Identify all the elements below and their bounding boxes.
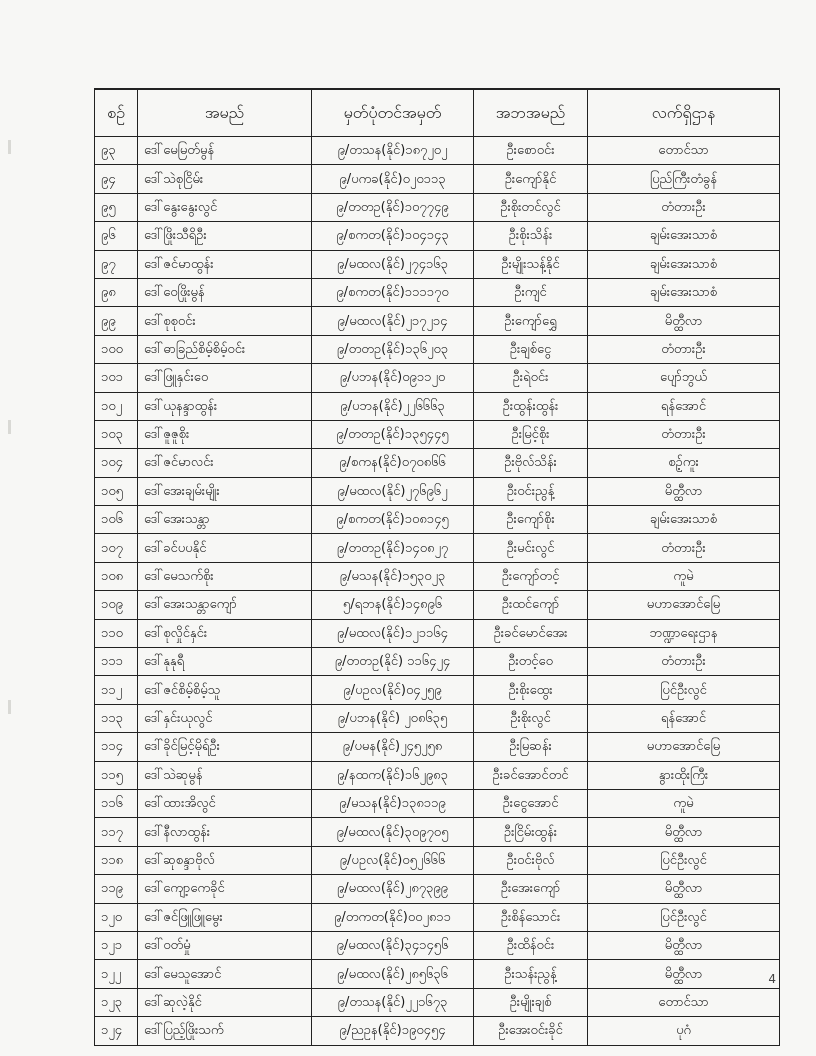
cell-name: ဒေါ်ခင်ပပနိုင် bbox=[138, 534, 312, 562]
cell-nrc: ၉/မထလ(နိုင်)၂၈၅၆၃၆ bbox=[312, 960, 474, 988]
cell-father-name: ဦးအေးကျော် bbox=[474, 875, 588, 903]
cell-name: ဒေါ်စုစုဝင်း bbox=[138, 307, 312, 335]
cell-serial: ၁၁၄ bbox=[95, 733, 138, 761]
table-row bbox=[95, 818, 780, 846]
table-row bbox=[95, 392, 780, 420]
table-row bbox=[95, 988, 780, 1016]
cell-serial: ၁၁၂ bbox=[95, 676, 138, 704]
cell-nrc: ၉/တတဥ(နိုင်)၁၄၀၈၂၇ bbox=[312, 534, 474, 562]
table-row bbox=[95, 165, 780, 193]
table-row bbox=[95, 875, 780, 903]
table-row bbox=[95, 449, 780, 477]
cell-name: ဒေါ်ဇင်ဖြူဖြူမွေး bbox=[138, 903, 312, 931]
cell-department: တောင်သာ bbox=[588, 988, 780, 1016]
cell-father-name: ဦးခင်အောင်တင် bbox=[474, 761, 588, 789]
cell-father-name: ဦးကျော်တင့် bbox=[474, 562, 588, 590]
cell-department: ချမ်းအေးသာစံ bbox=[588, 506, 780, 534]
cell-serial: ၉၉ bbox=[95, 307, 138, 335]
cell-nrc: ၉/မထလ(နိုင်)၁၂၁၁၆၄ bbox=[312, 619, 474, 647]
cell-name: ဒေါ်နုနုရီ bbox=[138, 648, 312, 676]
cell-name: ဒေါ်မေသူအောင် bbox=[138, 960, 312, 988]
cell-nrc: ၉/ပဘန(နိုင်)၀၉၁၁၂၀ bbox=[312, 364, 474, 392]
cell-department: ပြင်ဦးလွင် bbox=[588, 903, 780, 931]
cell-name: ဒေါ်ဖြိုးသီရိဦး bbox=[138, 222, 312, 250]
cell-name: ဒေါ်ဝေဖြိုးမွန် bbox=[138, 278, 312, 306]
cell-department: ကူမဲ bbox=[588, 562, 780, 590]
cell-nrc: ၉/စကတ(နိုင်)၁၀၈၁၄၅ bbox=[312, 506, 474, 534]
table-body bbox=[95, 137, 780, 1046]
cell-father-name: ဦးစောဝင်း bbox=[474, 137, 588, 165]
cell-name: ဒေါ်ယုနန္ဒာထွန်း bbox=[138, 392, 312, 420]
cell-father-name: ဦးစိုးသိန်း bbox=[474, 222, 588, 250]
table-row bbox=[95, 1017, 780, 1045]
cell-name: ဒေါ်ဝတ်မှုံ bbox=[138, 931, 312, 959]
cell-nrc: ၉/မထလ(နိုင်)၃၄၁၄၅၆ bbox=[312, 931, 474, 959]
table-row bbox=[95, 931, 780, 959]
cell-serial: ၁၀၈ bbox=[95, 562, 138, 590]
cell-serial: ၁၁၆ bbox=[95, 789, 138, 817]
cell-name: ဒေါ်ဆုလဲ့နိုင် bbox=[138, 988, 312, 1016]
cell-father-name: ဦးဝင်းဗိုလ် bbox=[474, 846, 588, 874]
cell-department: မဟာအောင်မြေ bbox=[588, 733, 780, 761]
cell-serial: ၁၀၉ bbox=[95, 591, 138, 619]
cell-department: ရန်အောင် bbox=[588, 392, 780, 420]
cell-name: ဒေါ်ထားအိလွင် bbox=[138, 789, 312, 817]
cell-department: တံတားဦး bbox=[588, 335, 780, 363]
table-row bbox=[95, 733, 780, 761]
cell-department: ဘဏ္ဍာရေးဌာန bbox=[588, 619, 780, 647]
table-row bbox=[95, 250, 780, 278]
cell-father-name: ဦးမင်းလွင် bbox=[474, 534, 588, 562]
cell-serial: ၉၃ bbox=[95, 137, 138, 165]
cell-name: ဒေါ်နီလာထွန်း bbox=[138, 818, 312, 846]
cell-father-name: ဦးထင်ကျော် bbox=[474, 591, 588, 619]
cell-department: ပျော်ဘွယ် bbox=[588, 364, 780, 392]
cell-department: တံတားဦး bbox=[588, 420, 780, 448]
cell-department: တောင်သာ bbox=[588, 137, 780, 165]
cell-department: တံတားဦး bbox=[588, 534, 780, 562]
cell-department: မဟာအောင်မြေ bbox=[588, 591, 780, 619]
table-header-row bbox=[95, 89, 780, 137]
cell-serial: ၁၁၇ bbox=[95, 818, 138, 846]
cell-name: ဒေါ်သဲဆုမွန် bbox=[138, 761, 312, 789]
cell-nrc: ၉/တသန(နိုင်)၁၈၇၂၀၂ bbox=[312, 137, 474, 165]
cell-nrc: ၉/တတဥ(နိုင်)၁၃၅၄၄၅ bbox=[312, 420, 474, 448]
cell-name: ဒေါ်မေမြတ်မွန် bbox=[138, 137, 312, 165]
cell-department: တံတားဦး bbox=[588, 193, 780, 221]
table-row bbox=[95, 137, 780, 165]
cell-nrc: ၉/မထလ(နိုင်)၂၇၆၉၆၂ bbox=[312, 477, 474, 505]
cell-father-name: ဦးခင်မောင်အေး bbox=[474, 619, 588, 647]
cell-nrc: ၉/မထလ(နိုင်)၂၁၇၂၁၄ bbox=[312, 307, 474, 335]
cell-serial: ၁၁၁ bbox=[95, 648, 138, 676]
cell-nrc: ၅/ရဘန(နိုင်)၁၄၈၉၆ bbox=[312, 591, 474, 619]
header-current-department: လက်ရှိဌာန bbox=[588, 89, 780, 137]
cell-father-name: ဦးစိန်သောင်း bbox=[474, 903, 588, 931]
cell-department: ချမ်းအေးသာစံ bbox=[588, 222, 780, 250]
cell-name: ဒေါ်နှင်းယုလွင် bbox=[138, 704, 312, 732]
table-row bbox=[95, 222, 780, 250]
cell-name: ဒေါ်မေသက်စိုး bbox=[138, 562, 312, 590]
cell-nrc: ၉/ပဥလ(နိုင်)၀၅၂၆၆၆ bbox=[312, 846, 474, 874]
table-row bbox=[95, 506, 780, 534]
cell-father-name: ဦးမြဆန်း bbox=[474, 733, 588, 761]
cell-department: မိတ္ထီလာ bbox=[588, 960, 780, 988]
cell-name: ဒေါ်ဇူဇူစိုး bbox=[138, 420, 312, 448]
cell-department: ပြင်ဦးလွင် bbox=[588, 846, 780, 874]
header-serial: စဉ် bbox=[95, 89, 138, 137]
cell-name: ဒေါ်အေးသန္တာ bbox=[138, 506, 312, 534]
cell-name: ဒေါ်အေးသန္တာကျော် bbox=[138, 591, 312, 619]
cell-serial: ၉၅ bbox=[95, 193, 138, 221]
table-row bbox=[95, 704, 780, 732]
cell-father-name: ဦးမျိုးသန့်နိုင် bbox=[474, 250, 588, 278]
cell-father-name: ဦးချစ်ငွေ bbox=[474, 335, 588, 363]
table-row bbox=[95, 960, 780, 988]
cell-name: ဒေါ်သဲစုငြိမ်း bbox=[138, 165, 312, 193]
cell-nrc: ၉/တကတ(နိုင်)၀၀၂၈၁၁ bbox=[312, 903, 474, 931]
cell-name: ဒေါ်အေးချမ်းမျိုး bbox=[138, 477, 312, 505]
table-row bbox=[95, 364, 780, 392]
cell-nrc: ၉/ပဘန(နိုင်) ၂၀၈၆၃၅ bbox=[312, 704, 474, 732]
cell-department: မိတ္ထီလာ bbox=[588, 307, 780, 335]
cell-nrc: ၉/စကတ(နိုင်)၁၁၁၁၇၀ bbox=[312, 278, 474, 306]
cell-name: ဒေါ်ခိုင်မြင့်မိုရ်ဦး bbox=[138, 733, 312, 761]
cell-father-name: ဦးငွေအောင် bbox=[474, 789, 588, 817]
cell-nrc: ၉/မထလ(နိုင်)၃၀၉၇၀၅ bbox=[312, 818, 474, 846]
table-row bbox=[95, 278, 780, 306]
header-name: အမည် bbox=[138, 89, 312, 137]
cell-father-name: ဦးကျင် bbox=[474, 278, 588, 306]
cell-father-name: ဦးကျော်ရွှေ bbox=[474, 307, 588, 335]
cell-father-name: ဦးဗိုလ်သိန်း bbox=[474, 449, 588, 477]
table-row bbox=[95, 846, 780, 874]
header-father-name: အဘအမည် bbox=[474, 89, 588, 137]
cell-nrc: ၉/တသန(နိုင်)၂၂၁၆၇၃ bbox=[312, 988, 474, 1016]
cell-nrc: ၉/မထလ(နိုင်)၂၇၄၁၆၃ bbox=[312, 250, 474, 278]
table-row bbox=[95, 477, 780, 505]
cell-serial: ၁၀၄ bbox=[95, 449, 138, 477]
header-nrc: မှတ်ပုံတင်အမှတ် bbox=[312, 89, 474, 137]
cell-name: ဒေါ်ဆုစန္ဒာဗိုလ် bbox=[138, 846, 312, 874]
cell-father-name: ဦးစိုးထွေး bbox=[474, 676, 588, 704]
cell-serial: ၁၁၅ bbox=[95, 761, 138, 789]
cell-nrc: ၉/စကတ(နိုင်)၁၀၄၁၄၃ bbox=[312, 222, 474, 250]
cell-father-name: ဦးတင့်ဝေ bbox=[474, 648, 588, 676]
cell-serial: ၁၀၀ bbox=[95, 335, 138, 363]
cell-father-name: ဦးအေးဝင်းခိုင် bbox=[474, 1017, 588, 1045]
cell-serial: ၁၂၁ bbox=[95, 931, 138, 959]
cell-nrc: ၉/မသန(နိုင်)၁၃၈၁၁၉ bbox=[312, 789, 474, 817]
table-row bbox=[95, 420, 780, 448]
table-row bbox=[95, 648, 780, 676]
cell-serial: ၉၆ bbox=[95, 222, 138, 250]
cell-department: ကူမဲ bbox=[588, 789, 780, 817]
cell-name: ဒေါ်ဖြူနှင်းဝေ bbox=[138, 364, 312, 392]
cell-serial: ၁၀၁ bbox=[95, 364, 138, 392]
cell-department: ရန်အောင် bbox=[588, 704, 780, 732]
cell-father-name: ဦးစိုးလွင် bbox=[474, 704, 588, 732]
cell-nrc: ၉/တတဥ(နိုင်)၁၀၇၇၄၉ bbox=[312, 193, 474, 221]
table-row bbox=[95, 903, 780, 931]
cell-department: တံတားဦး bbox=[588, 648, 780, 676]
table-row bbox=[95, 562, 780, 590]
cell-father-name: ဦးရဲဝင်း bbox=[474, 364, 588, 392]
cell-nrc: ၉/နထက(နိုင်)၁၆၂၉၈၃ bbox=[312, 761, 474, 789]
cell-department: နွားထိုးကြီး bbox=[588, 761, 780, 789]
cell-department: မိတ္ထီလာ bbox=[588, 818, 780, 846]
cell-serial: ၁၁၈ bbox=[95, 846, 138, 874]
page-number: 4 bbox=[768, 972, 776, 986]
cell-department: မိတ္ထီလာ bbox=[588, 875, 780, 903]
cell-nrc: ၉/စကန(နိုင်)၀၇၀၈၆၆ bbox=[312, 449, 474, 477]
cell-department: ချမ်းအေးသာစံ bbox=[588, 278, 780, 306]
cell-serial: ၁၀၇ bbox=[95, 534, 138, 562]
cell-nrc: ၉/မသန(နိုင်)၁၅၃၀၂၃ bbox=[312, 562, 474, 590]
cell-name: ဒေါ်စုလှိုင်နှင်း bbox=[138, 619, 312, 647]
cell-name: ဒေါ်ဇင်မာထွန်း bbox=[138, 250, 312, 278]
cell-name: ဒေါ်ပြည့်ဖြိုးသက် bbox=[138, 1017, 312, 1045]
cell-father-name: ဦးကျော်နိုင် bbox=[474, 165, 588, 193]
cell-father-name: ဦးငြိမ်းထွန်း bbox=[474, 818, 588, 846]
cell-serial: ၁၀၂ bbox=[95, 392, 138, 420]
cell-serial: ၉၄ bbox=[95, 165, 138, 193]
cell-serial: ၁၂၃ bbox=[95, 988, 138, 1016]
cell-name: ဒေါ်ဇင်မာလင်း bbox=[138, 449, 312, 477]
cell-nrc: ၉/တတဥ(နိုင်) ၁၁၆၄၂၄ bbox=[312, 648, 474, 676]
cell-father-name: ဦးမျိုးချစ် bbox=[474, 988, 588, 1016]
cell-serial: ၁၁၃ bbox=[95, 704, 138, 732]
cell-nrc: ၉/ညဥန(နိုင်)၁၉၀၄၅၄ bbox=[312, 1017, 474, 1045]
cell-serial: ၁၂၄ bbox=[95, 1017, 138, 1045]
cell-department: ပြင်ဦးလွင် bbox=[588, 676, 780, 704]
cell-department: စဉ့်ကူး bbox=[588, 449, 780, 477]
table-row bbox=[95, 676, 780, 704]
cell-name: ဒေါ်ဓာခြည်စိမ့်စိမ့်ဝင်း bbox=[138, 335, 312, 363]
cell-department: ချမ်းအေးသာစံ bbox=[588, 250, 780, 278]
staff-list-table bbox=[94, 88, 780, 1046]
cell-father-name: ဦးထိန်ဝင်း bbox=[474, 931, 588, 959]
table-row bbox=[95, 789, 780, 817]
table-row bbox=[95, 591, 780, 619]
cell-department: ပြည်ကြီးတံခွန် bbox=[588, 165, 780, 193]
cell-department: မိတ္ထီလာ bbox=[588, 477, 780, 505]
table-row bbox=[95, 335, 780, 363]
cell-serial: ၁၀၅ bbox=[95, 477, 138, 505]
cell-father-name: ဦးသန်းညွန့် bbox=[474, 960, 588, 988]
cell-father-name: ဦးဝင်းညွန့် bbox=[474, 477, 588, 505]
cell-serial: ၁၂၂ bbox=[95, 960, 138, 988]
cell-name: ဒေါ်နွေးနွေးလွင် bbox=[138, 193, 312, 221]
table-row bbox=[95, 193, 780, 221]
table-row bbox=[95, 307, 780, 335]
cell-nrc: ၉/ပမန(နိုင်)၂၄၅၂၅၈ bbox=[312, 733, 474, 761]
cell-father-name: ဦးထွန်းထွန်း bbox=[474, 392, 588, 420]
cell-serial: ၁၂၀ bbox=[95, 903, 138, 931]
cell-father-name: ဦးစိုးတင်လွင် bbox=[474, 193, 588, 221]
cell-nrc: ၉/ပကခ(နိုင်)၀၂၀၁၁၃ bbox=[312, 165, 474, 193]
cell-serial: ၁၁၉ bbox=[95, 875, 138, 903]
cell-serial: ၉၈ bbox=[95, 278, 138, 306]
cell-department: မိတ္ထီလာ bbox=[588, 931, 780, 959]
cell-name: ဒေါ်ဇင်စိမ့်စိမ့်သူ bbox=[138, 676, 312, 704]
cell-father-name: ဦးမြင့်စိုး bbox=[474, 420, 588, 448]
cell-nrc: ၉/တတဥ(နိုင်)၁၃၆၂၀၃ bbox=[312, 335, 474, 363]
cell-name: ဒေါ်ကျော့ကေခိုင် bbox=[138, 875, 312, 903]
cell-nrc: ၉/ပဥလ(နိုင်)၀၄၂၅၉ bbox=[312, 676, 474, 704]
cell-serial: ၉၇ bbox=[95, 250, 138, 278]
table-row bbox=[95, 761, 780, 789]
table-row bbox=[95, 534, 780, 562]
cell-serial: ၁၀၆ bbox=[95, 506, 138, 534]
cell-department: ပုဂံ bbox=[588, 1017, 780, 1045]
table-row bbox=[95, 619, 780, 647]
cell-serial: ၁၁၀ bbox=[95, 619, 138, 647]
cell-nrc: ၉/ပဘန(နိုင်)၂၂၆၆၆၃ bbox=[312, 392, 474, 420]
cell-nrc: ၉/မထလ(နိုင်)၂၈၇၃၉၉ bbox=[312, 875, 474, 903]
cell-serial: ၁၀၃ bbox=[95, 420, 138, 448]
cell-father-name: ဦးကျော်စိုး bbox=[474, 506, 588, 534]
